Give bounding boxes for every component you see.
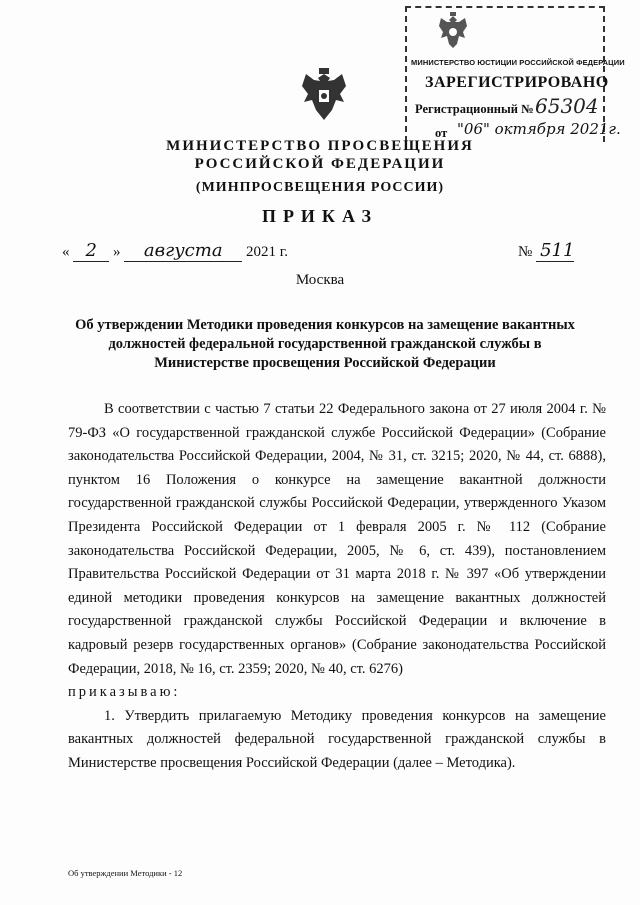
stamp-emblem-icon xyxy=(435,12,471,50)
order-number-row xyxy=(518,240,574,262)
page-footer: Об утверждении Методики - 12 xyxy=(68,868,183,878)
paragraph-order-word: приказываю: xyxy=(68,684,181,701)
document-title: ПРИКАЗ xyxy=(261,206,379,226)
stamp-date-label: от xyxy=(435,126,448,140)
ministry-name-line1: МИНИСТЕРСТВО ПРОСВЕЩЕНИЯ xyxy=(166,138,474,154)
order-year: 2021 г. xyxy=(246,244,288,260)
stamp-date-value: "06" октября 2021г. xyxy=(457,120,621,138)
order-month: августа xyxy=(124,240,242,262)
order-date xyxy=(62,240,288,262)
stamp-reg-number-label: Регистрационный № xyxy=(415,102,534,116)
paragraph-item-1: 1. Утвердить прилагаемую Методику проведения конкурсов на замещение вакантных должностей федеральной государственной гражданской службы в Министерстве просвещения Российской Федерации (далее – Методика). xyxy=(68,707,606,771)
ministry-short-name: (МИНПРОСВЕЩЕНИЯ РОССИИ) xyxy=(195,180,445,195)
ministry-name-line2: РОССИЙСКОЙ ФЕДЕРАЦИИ xyxy=(194,156,446,172)
order-subject: Об утверждении Методики проведения конкурсов на замещение вакантных должностей федеральной государственной гражданской службы в Министерстве просвещения Российской Федерации xyxy=(75,317,575,371)
stamp-registered: ЗАРЕГИСТРИРОВАНО xyxy=(425,74,609,91)
order-city: Москва xyxy=(295,272,345,288)
order-day: 2 xyxy=(73,240,109,262)
quote-close: » xyxy=(113,244,121,260)
stamp-ministry-name: МИНИСТЕРСТВО ЮСТИЦИИ РОССИЙСКОЙ ФЕДЕРАЦИИ xyxy=(411,58,625,67)
registration-stamp xyxy=(405,6,625,146)
coat-of-arms-icon xyxy=(300,68,348,122)
quote-open: « xyxy=(62,244,70,260)
order-number: 511 xyxy=(536,240,574,262)
order-number-label: № xyxy=(518,244,533,260)
paragraph-legal-basis: В соответствии с частью 7 статьи 22 Федерального закона от 27 июля 2004 г. № 79-ФЗ «О государственной гражданской службе Российской Федерации» (Собрание законодательства Российской Федерации, 2004, № 31, ст. 3215; 2020, № 44, ст. 6888), пунктом 16 Положения о конкурсе на замещение вакантной должности государственной гражданской службы Российской Федерации, утвержденного Указом Президента Российской Федерации от 1 февраля 2005 г. № 112 (Собрание законодательства Российской Федерации, 2005, № 6, ст. 439), постановлением Правительства Российской Федерации от 31 марта 2018 г. № 397 «Об утверждении единой методики проведения конкурсов на замещение вакантных должностей государственной гражданской службы Российской Федерации и включение в кадровый резерв государственных органов» (Собрание законодательства Российской Федерации, 2018, № 16, ст. 2359; 2020, № 40, ст. 6276) xyxy=(68,401,606,677)
order-body xyxy=(68,398,606,776)
stamp-reg-number: 65304 xyxy=(535,94,599,118)
